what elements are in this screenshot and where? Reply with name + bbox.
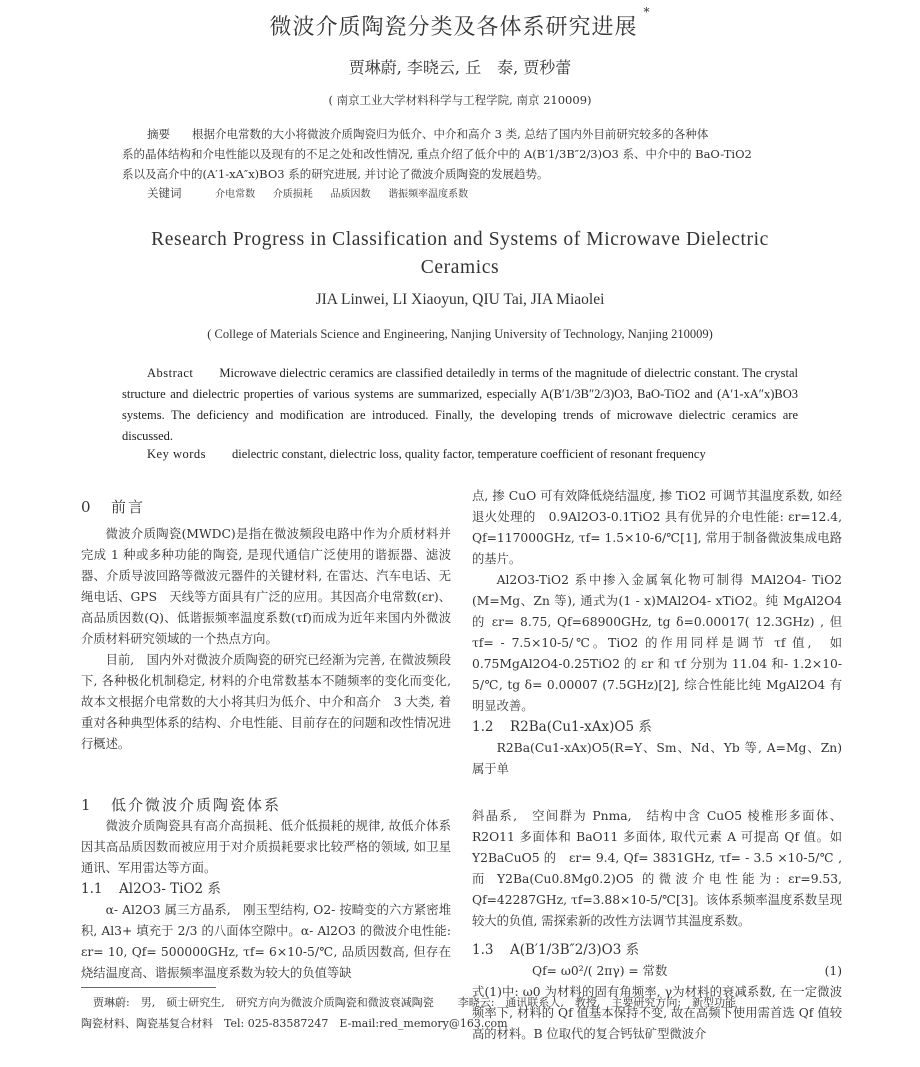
- section-1-2-heading: 1.2 R2Ba(Cu1-xAx)O5 系: [472, 719, 652, 735]
- paper-title-cn: [0, 5, 920, 41]
- section-1-1-paragraph-2: Al2O3-TiO2 系中掺入金属氧化物可制得 MAl2O4- TiO2 (M=Mg、Zn 等), 通式为(1 - x)MAl2O4- xTiO2。纯 MgAl2O4 的 εr= 8.75, Qf=68900GHz, tg δ=0.00017( 12.3GHz) , 但 τf= - 7.5×10-5/℃。TiO2 的作用同样是调节 τf 值, 如 0.75MgAl2O4-0.25TiO2 的 εr 和 τf 分别为 11.04 和- 1.2×10-5/℃, tg δ= 0.00007 (7.5GHz)[2], 综合性能比纯 MgAl2O4 有明显改善。: [472, 573, 842, 713]
- abstract-cn-line-1: 摘要 根据介电常数的大小将微波介质陶瓷归为低介、中介和高介 3 类, 总结了国内外目前研究较多的各种体: [122, 124, 798, 144]
- footnote-divider: [81, 987, 216, 988]
- keyword-cn: 谐振频率温度系数: [388, 189, 469, 200]
- section-0-paragraph-2: 目前, 国内外对微波介质陶瓷的研究已经渐为完善, 在微波频段下, 各种极化机制稳定, 材料的介电常数基本不随频率的变化而变化, 故本文根据介电常数的大小将其归为低介、中介和高介 3 大类, 着重对各种典型体系的结构、介电性能、目前存在的问题和改性情况进行概述。: [81, 653, 464, 751]
- continued-paragraph: 点, 掺 CuO 可有效降低烧结温度, 掺 TiO2 可调节其温度系数, 如经退火处理的 0.9Al2O3-0.1TiO2 具有优异的介电性能: εr=12.4, Qf=117000GHz, τf= 1.5×10-6/℃[1], 常用于制备微波集成电路的基片。: [472, 489, 842, 566]
- keywords-en-text: dielectric constant, dielectric loss, quality factor, temperature coefficient of resonant frequency: [232, 447, 706, 461]
- affiliation-cn: ( 南京工业大学材料科学与工程学院, 南京 210009): [328, 93, 592, 107]
- abstract-cn-line-2: 系的晶体结构和介电性能以及现有的不足之处和改性情况, 重点介绍了低介中的 A(B′1/3B″2/3)O3 系、中介中的 BaO-TiO2: [122, 147, 752, 161]
- abstract-en: [122, 363, 798, 447]
- abstract-en-label: Abstract: [147, 366, 194, 380]
- abstract-cn: [122, 124, 798, 184]
- keyword-cn: 品质因数: [330, 189, 371, 200]
- section-1-3-heading: 1.3 A(B′1/3B″2/3)O3 系: [472, 942, 640, 958]
- right-column: [472, 486, 842, 1045]
- keywords-en-label: Key words: [147, 447, 207, 461]
- section-0-paragraph-1: 微波介质陶瓷(MWDC)是指在微波频段电路中作为介质材料并完成 1 种或多种功能的陶瓷, 是现代通信广泛使用的谐振器、滤波器、介质导波回路等微波元器件的关键材料, 在雷达、汽车电话、无绳电话、GPS 天线等方面具有广泛的应用。其因高介电常数(εr)、高品质因数(Q)、低谐振频率温度系数(τf)而成为近年来国内外微波介质材料研究领域的一个热点方向。: [81, 527, 451, 646]
- left-column: [81, 497, 464, 984]
- authors-cn: 贾琳蔚, 李晓云, 丘 泰, 贾秒蕾: [348, 58, 572, 77]
- authors-en: JIA Linwei, LI Xiaoyun, QIU Tai, JIA Miaolei: [315, 291, 605, 308]
- section-1-2-paragraph-1a: R2Ba(Cu1-xAx)O5(R=Y、Sm、Nd、Yb 等, A=Mg、Zn)属于单: [472, 741, 842, 776]
- section-0-heading: 0 前言: [81, 498, 146, 516]
- equation-number: (1): [824, 964, 842, 978]
- footnote-line-1: 贾琳蔚: 男, 硕士研究生, 研究方向为微波介质陶瓷和微波衰减陶瓷 李晓云: 通讯联系人, 教授, 主要研究方向: 新型功能: [93, 996, 737, 1009]
- abstract-en-text: Microwave dielectric ceramics are classified detailedly in terms of the magnitude of dielectric constant. The crystal structure and dielectric properties of various systems are summarized, especially A(B′1/3B″2/3)O3, BaO-TiO2 and (A′1-xA″x)BO3 systems. The deficiency and modification are introduced. Finally, the developing trends of microwave dielectric ceramics are discussed.: [122, 366, 798, 443]
- title-footnote-mark: *: [643, 5, 651, 19]
- abstract-cn-line-3: 系以及高介中的(A′1-xA″x)BO3 系的研究进展, 并讨论了微波介质陶瓷的发展趋势。: [122, 167, 549, 181]
- keywords-en: [147, 447, 706, 462]
- keyword-cn: 介电常数: [215, 189, 256, 200]
- equation-1: [472, 961, 842, 982]
- section-1-1-heading: 1.1 Al2O3- TiO2 系: [81, 881, 221, 897]
- section-1-heading: 1 低介微波介质陶瓷体系: [81, 796, 282, 814]
- title-cn-text: 微波介质陶瓷分类及各体系研究进展: [269, 15, 638, 40]
- section-1-3-paragraph-1: 式(1)中: ω0 为材料的固有角频率, γ为材料的衰减系数, 在一定微波频率下, 材料的 Qf 值基本保持不变, 故在高频下使用需首选 Qf 值较高的材料。B 位取代的复合钙钛矿型微波介: [472, 985, 842, 1041]
- keywords-cn-label: 关键词: [147, 186, 182, 200]
- footnote-line-2: 陶瓷材料、陶瓷基复合材料 Tel: 025-83587247 E-mail:red_memory@163.com: [81, 1017, 508, 1030]
- equation-text: Qf= ω0²/( 2πγ) = 常数: [532, 964, 668, 978]
- footnote: [81, 992, 841, 1034]
- section-1-1-paragraph-1: α- Al2O3 属三方晶系, 刚玉型结构, O2- 按畸变的六方紧密堆积, Al3+ 填充于 2/3 的八面体空隙中。α- Al2O3 的微波介电性能: εr= 10, Qf= 500000GHz, τf= 6×10-5/℃, 品质因数高, 但存在烧结温度高、谐振频率温度系数为较大的负值等缺: [81, 903, 451, 980]
- affiliation-en: ( College of Materials Science and Engineering, Nanjing University of Technology, Nanjing 210009): [207, 327, 713, 341]
- keyword-cn: 介质损耗: [272, 189, 313, 200]
- abstract-cn-label: 摘要: [147, 127, 170, 141]
- keywords-cn: [147, 185, 482, 201]
- section-1-paragraph-1: 微波介质陶瓷具有高介高损耗、低介低损耗的规律, 故低介体系因其高品质因数而被应用于对介质损耗要求比较严格的领域, 如卫星通讯、军用雷达等方面。: [81, 819, 451, 875]
- section-1-2-paragraph-1b: 斜晶系, 空间群为 Pnma, 结构中含 CuO5 棱椎形多面体、R2O11 多面体和 BaO11 多面体, 取代元素 A 可提高 Qf 值。如 Y2BaCuO5 的 εr= 9.4, Qf= 3831GHz, τf= - 3.5 ×10-5/℃ , 而 Y2Ba(Cu0.8Mg0.2)O5 的微波介电性能为: εr=9.53, Qf=42287GHz, τf=3.88×10-5/℃[3]。该体系频率温度系数呈现较大的负值, 需探索新的改性方法调节其温度系数。: [472, 809, 842, 928]
- paper-title-en: Research Progress in Classification and Systems of Microwave Dielectric Ceramics: [151, 229, 769, 278]
